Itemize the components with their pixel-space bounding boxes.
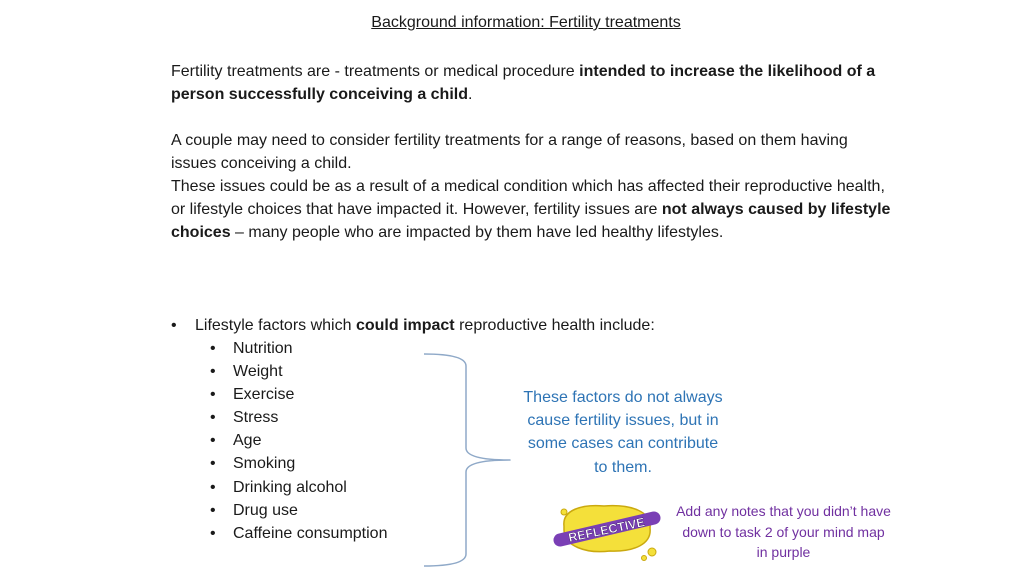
definition-paragraph — [171, 60, 891, 106]
reflective-badge — [552, 500, 662, 562]
factor-label: Stress — [233, 409, 279, 427]
bullet: • — [210, 386, 216, 404]
curly-brace — [420, 352, 512, 568]
bullet: • — [210, 340, 216, 357]
list-item — [210, 429, 387, 452]
bullet: • — [210, 524, 216, 542]
factor-label: Weight — [233, 363, 283, 381]
reflective-badge-text: REFLECTIVE — [567, 515, 647, 545]
list-item — [210, 499, 387, 522]
causes-text: These issues could be as a result of a medical condition which has affected their reproductive health, or lifestyle choices that have impacted it. However, fertility issues are — [171, 178, 885, 218]
factor-label: Caffeine consumption — [233, 524, 388, 542]
bullet: • — [210, 409, 216, 427]
reflective-note: Add any notes that you didn’t have down to task 2 of your mind map in purple — [676, 503, 891, 560]
definition-end: . — [468, 86, 473, 103]
bullet: • — [210, 478, 216, 496]
causes-end: – many people who are impacted by them have led healthy lifestyles. — [230, 224, 724, 241]
page-title: Background information: Fertility treatments — [371, 14, 681, 31]
bullet: • — [210, 455, 216, 473]
reasons-paragraph: A couple may need to consider fertility treatments for a range of reasons, based on them having issues conceiving a child. — [171, 132, 848, 172]
list-item — [210, 360, 387, 383]
factor-label: Smoking — [233, 455, 296, 473]
bullet: • — [171, 317, 177, 334]
lifestyle-factors-list — [210, 337, 387, 545]
list-item — [210, 383, 387, 406]
definition-bold: intended to increase the likelihood of a person successfully conceiving a child — [171, 63, 876, 103]
list-item — [210, 406, 387, 429]
factor-label: Drinking alcohol — [233, 478, 347, 496]
factor-label: Drug use — [233, 501, 298, 519]
list-item — [210, 522, 387, 545]
factors-note: These factors do not always cause fertility issues, but in some cases can contribute to them. — [523, 389, 723, 476]
factor-label: Exercise — [233, 386, 295, 404]
bullet: • — [210, 501, 216, 519]
definition-text: Fertility treatments are - treatments or medical procedure — [171, 63, 580, 80]
factor-label: Nutrition — [233, 340, 293, 357]
list-item — [210, 337, 387, 360]
lifestyle-lead-end: reproductive health include: — [454, 317, 655, 334]
bullet: • — [210, 363, 216, 381]
factor-label: Age — [233, 432, 262, 450]
bullet: • — [210, 432, 216, 450]
causes-bold: not always caused by lifestyle choices — [171, 201, 891, 241]
list-item — [210, 452, 387, 475]
causes-paragraph — [171, 175, 891, 244]
lifestyle-lead — [171, 314, 655, 337]
list-item — [210, 476, 387, 499]
lifestyle-lead-bold: could impact — [355, 317, 455, 334]
lifestyle-lead-text: Lifestyle factors which — [195, 317, 356, 334]
